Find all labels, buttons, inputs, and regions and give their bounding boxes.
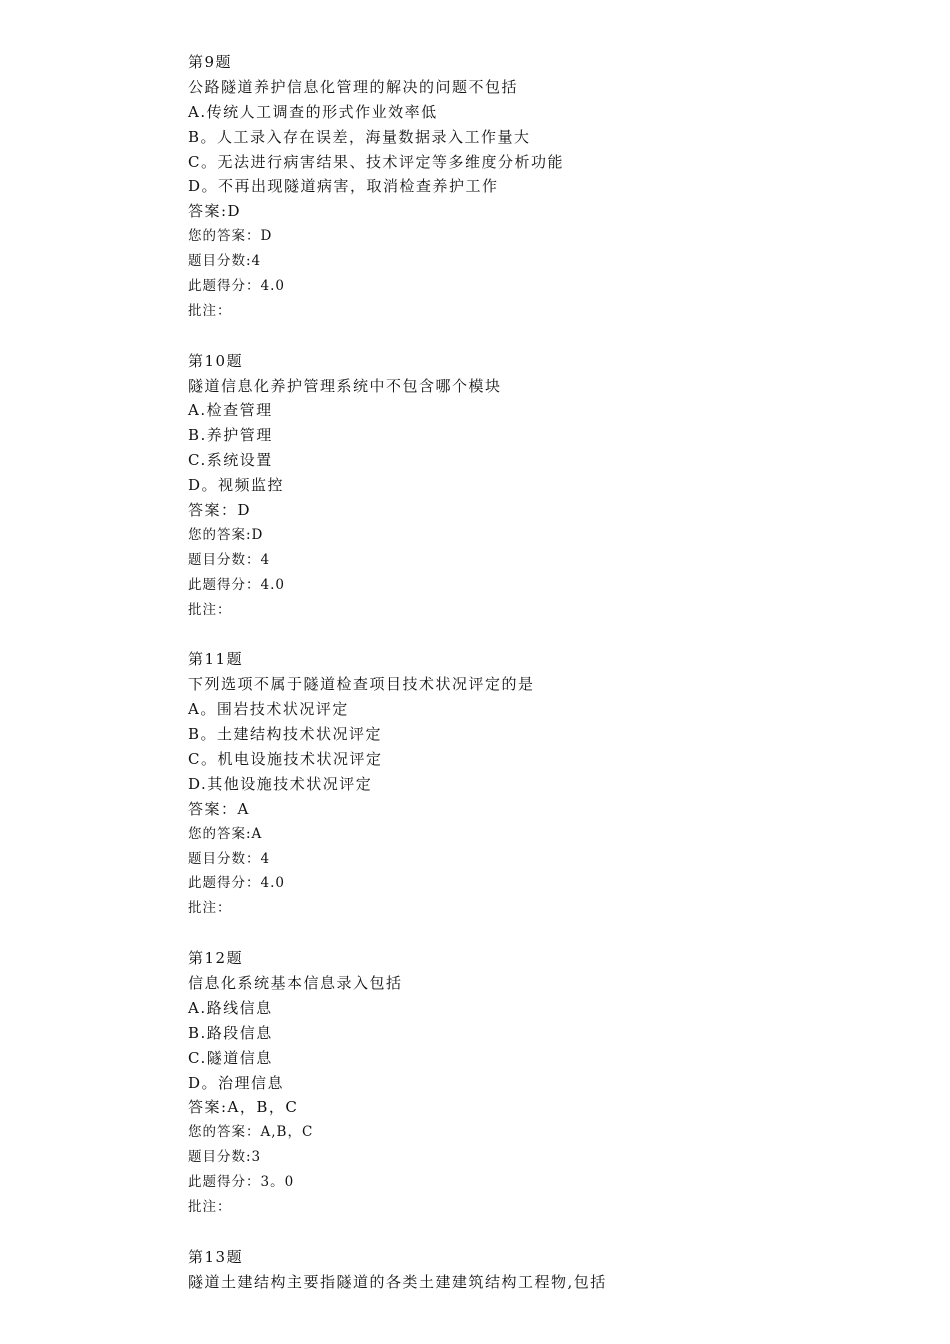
correct-answer: 答案:D [188,202,242,221]
comment: 批注： [188,900,232,917]
earned-score: 此题得分：4.0 [188,278,285,295]
your-answer: 您的答案:A [188,825,263,842]
your-answer: 您的答案：D [188,228,273,245]
question-number: 第10题 [188,351,244,370]
option-d: D.其他设施技术状况评定 [188,774,373,793]
question-text: 隧道信息化养护管理系统中不包含哪个模块 [188,376,502,395]
earned-score: 此题得分：4.0 [188,576,285,593]
option-b: B。人工录入存在误差，海量数据录入工作量大 [188,127,531,146]
correct-answer: 答案：D [188,501,252,520]
question-text: 下列选项不属于隧道检查项目技术状况评定的是 [188,675,535,694]
question-text: 公路隧道养护信息化管理的解决的问题不包括 [188,77,519,96]
correct-answer: 答案：A [188,799,250,818]
option-b: B.养护管理 [188,426,273,445]
question-13 [188,1245,908,1295]
question-score: 题目分数:4 [188,253,262,270]
question-10 [188,349,908,648]
comment: 批注： [188,1198,232,1215]
option-d: D。治理信息 [188,1073,285,1092]
correct-answer: 答案:A，B，C [188,1098,299,1117]
question-text: 信息化系统基本信息录入包括 [188,973,403,992]
option-c: C。机电设施技术状况评定 [188,749,383,768]
option-d: D。视频监控 [188,476,285,495]
question-9 [188,50,908,349]
earned-score: 此题得分：4.0 [188,875,285,892]
question-11 [188,647,908,946]
spacer [188,622,908,647]
option-b: B。土建结构技术状况评定 [188,725,383,744]
option-b: B.路段信息 [188,1023,273,1042]
question-number: 第9题 [188,53,233,71]
question-score: 题目分数：4 [188,551,271,568]
option-a: A.检查管理 [188,401,273,420]
spacer [188,324,908,349]
question-text: 隧道土建结构主要指隧道的各类土建建筑结构工程物,包括 [188,1272,607,1291]
comment: 批注： [188,302,232,319]
document-page [188,50,908,1295]
your-answer: 您的答案:D [188,526,264,543]
option-c: C.隧道信息 [188,1048,273,1067]
option-a: A.传统人工调查的形式作业效率低 [188,102,438,121]
question-number: 第13题 [188,1247,244,1266]
option-a: A.路线信息 [188,998,273,1017]
option-c: C。无法进行病害结果、技术评定等多维度分析功能 [188,152,564,171]
your-answer: 您的答案：A,B，C [188,1124,314,1141]
option-d: D。不再出现隧道病害，取消检查养护工作 [188,177,499,196]
question-score: 题目分数：4 [188,850,271,867]
spacer [188,1220,908,1245]
question-score: 题目分数:3 [188,1149,262,1166]
comment: 批注： [188,601,232,618]
question-number: 第11题 [188,650,244,669]
spacer [188,921,908,946]
question-number: 第12题 [188,949,244,968]
option-a: A。围岩技术状况评定 [188,700,349,719]
question-12 [188,946,908,1245]
option-c: C.系统设置 [188,451,273,470]
earned-score: 此题得分：3。0 [188,1174,295,1191]
